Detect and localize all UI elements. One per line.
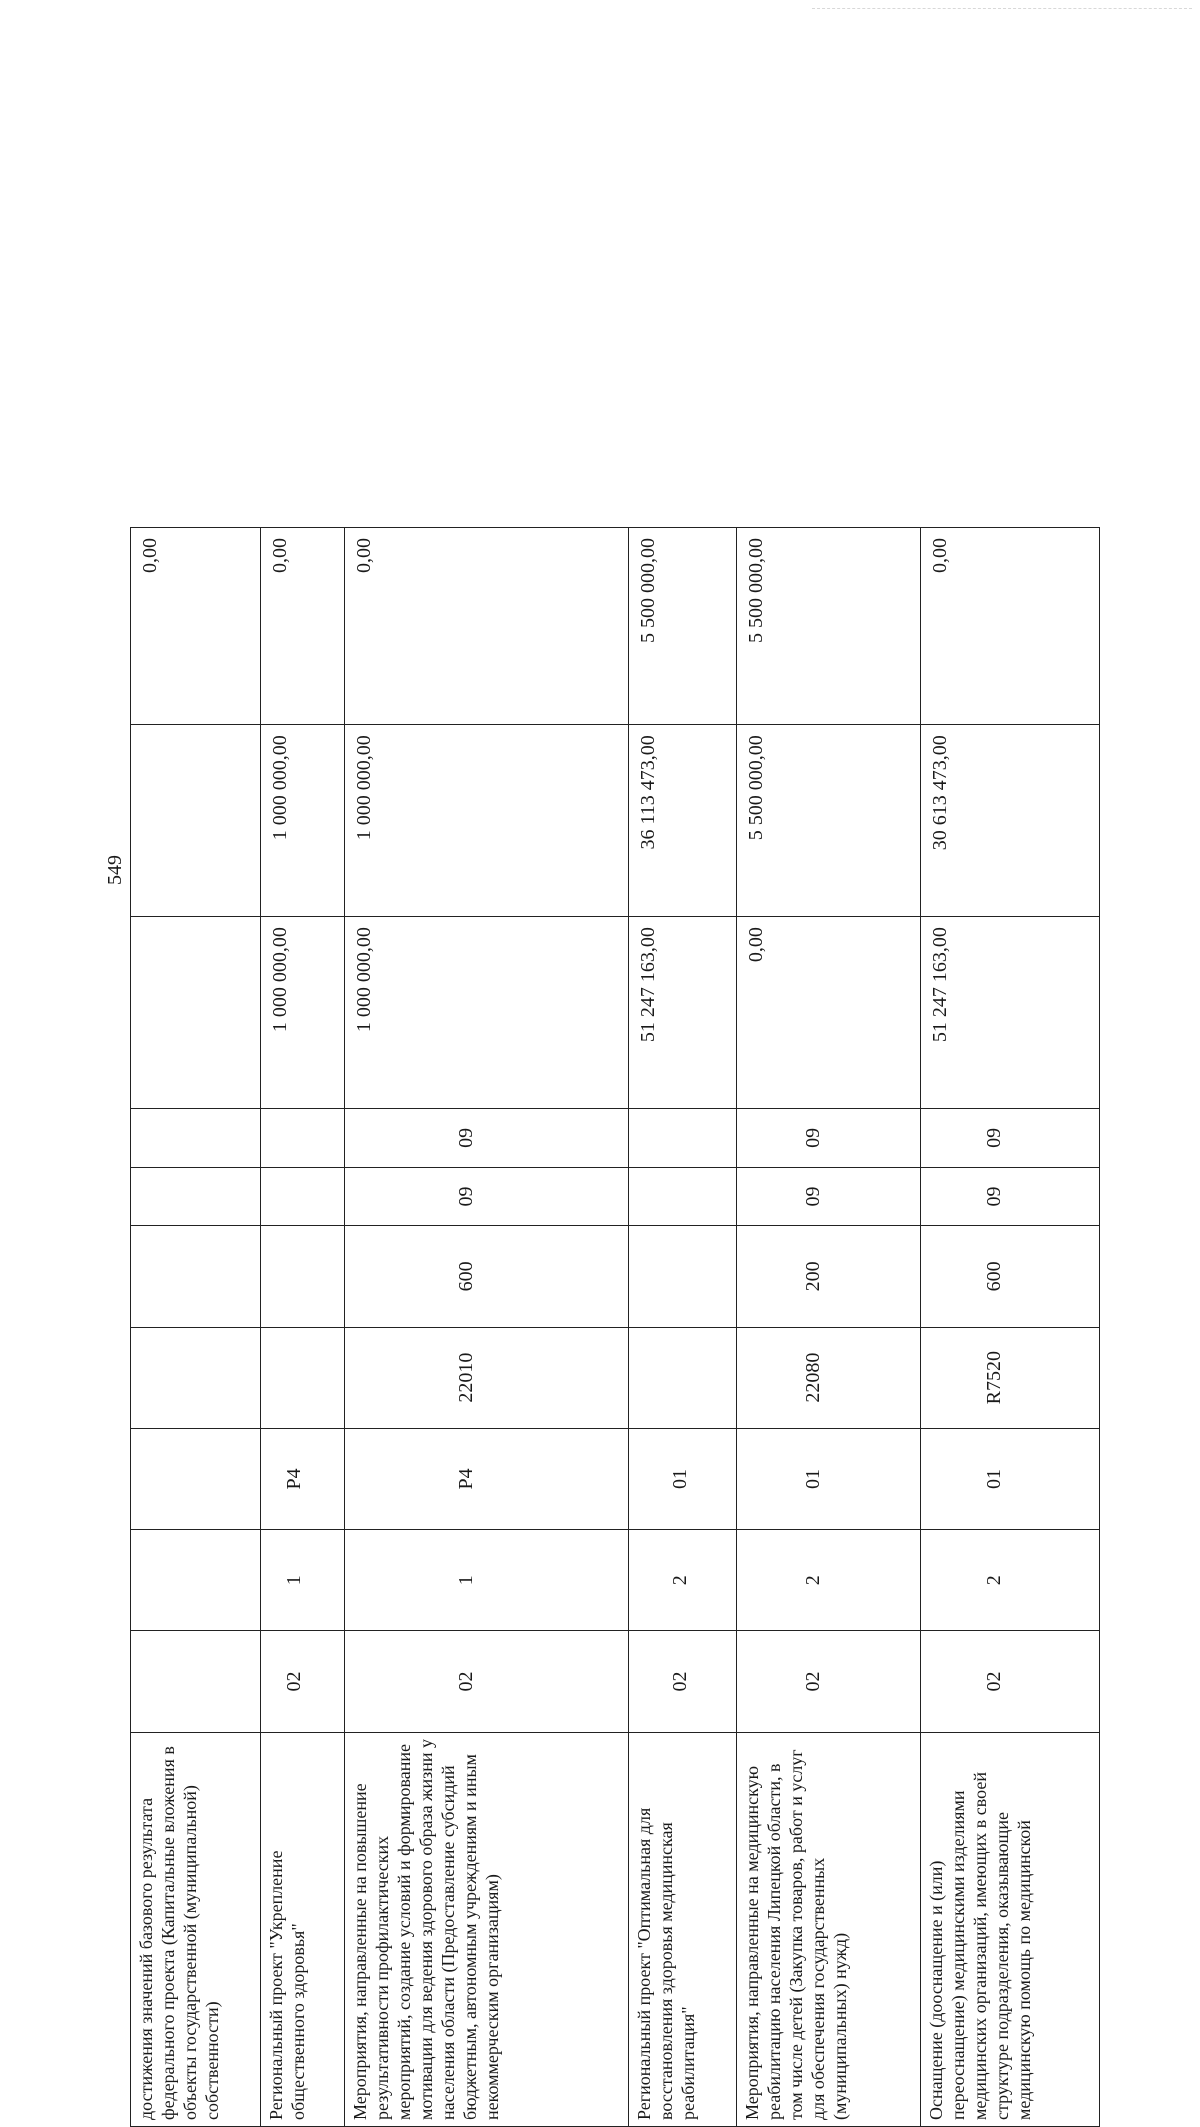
cell-code: 02 bbox=[921, 1631, 1100, 1732]
row-name: Мероприятия, направленные на медицинскую реабилитацию населения Липецкой области, в том числе детей (Закупка товаров, работ и услуг для обеспечения государственных (муниципальных) нужд) bbox=[737, 1732, 921, 2126]
cell-code bbox=[131, 1530, 261, 1631]
cell-code: 09 bbox=[737, 1167, 921, 1226]
cell-amount: 5 500 000,00 bbox=[737, 725, 921, 917]
cell-amount: 5 500 000,00 bbox=[629, 528, 737, 725]
cell-code bbox=[131, 1631, 261, 1732]
table-row bbox=[921, 528, 1100, 2127]
cell-amount: 0,00 bbox=[131, 528, 261, 725]
cell-code bbox=[131, 1327, 261, 1428]
cell-code bbox=[260, 1327, 344, 1428]
cell-code: 09 bbox=[921, 1167, 1100, 1226]
cell-code: 2 bbox=[737, 1530, 921, 1631]
cell-code bbox=[260, 1109, 344, 1168]
budget-table bbox=[130, 527, 1100, 2127]
table-row bbox=[629, 528, 737, 2127]
cell-code bbox=[131, 1428, 261, 1529]
table-row bbox=[345, 528, 629, 2127]
scan-artifact bbox=[812, 8, 1192, 17]
cell-amount: 0,00 bbox=[921, 528, 1100, 725]
cell-amount: 51 247 163,00 bbox=[921, 917, 1100, 1109]
cell-code: 200 bbox=[737, 1226, 921, 1327]
cell-code: 02 bbox=[345, 1631, 629, 1732]
cell-code: 09 bbox=[921, 1109, 1100, 1168]
page-number: 549 bbox=[104, 855, 126, 885]
cell-code: 01 bbox=[921, 1428, 1100, 1529]
row-name: достижения значений базового результата федерального проекта (Капитальные вложения в объекты государственной (муниципальной) собственности) bbox=[131, 1732, 261, 2126]
cell-amount: 0,00 bbox=[260, 528, 344, 725]
cell-amount bbox=[131, 725, 261, 917]
cell-amount bbox=[131, 917, 261, 1109]
cell-code: 2 bbox=[629, 1530, 737, 1631]
cell-code bbox=[260, 1226, 344, 1327]
cell-code: P4 bbox=[260, 1428, 344, 1529]
cell-amount: 1 000 000,00 bbox=[345, 725, 629, 917]
cell-code bbox=[629, 1167, 737, 1226]
cell-amount: 51 247 163,00 bbox=[629, 917, 737, 1109]
cell-amount: 1 000 000,00 bbox=[260, 917, 344, 1109]
cell-code: R7520 bbox=[921, 1327, 1100, 1428]
cell-code: 02 bbox=[629, 1631, 737, 1732]
row-name: Мероприятия, направленные на повышение результативности профилактических мероприятий, создание условий и формирование мотивации для ведения здорового образа жизни у населения области (Предоставление субсидий бюджетным, автономным учреждениям и иным некоммерческим организациям) bbox=[345, 1732, 629, 2126]
cell-code: 600 bbox=[921, 1226, 1100, 1327]
cell-amount: 5 500 000,00 bbox=[737, 528, 921, 725]
cell-code bbox=[629, 1109, 737, 1168]
cell-code: 09 bbox=[345, 1109, 629, 1168]
cell-code bbox=[131, 1226, 261, 1327]
cell-code: 1 bbox=[345, 1530, 629, 1631]
cell-amount: 0,00 bbox=[345, 528, 629, 725]
cell-code bbox=[629, 1226, 737, 1327]
table-row bbox=[260, 528, 344, 2127]
row-name: Региональный проект "Оптимальная для восстановления здоровья медицинская реабилитация" bbox=[629, 1732, 737, 2126]
cell-amount: 36 113 473,00 bbox=[629, 725, 737, 917]
cell-code: 02 bbox=[260, 1631, 344, 1732]
cell-code: 01 bbox=[629, 1428, 737, 1529]
cell-code: 02 bbox=[737, 1631, 921, 1732]
cell-amount: 1 000 000,00 bbox=[260, 725, 344, 917]
cell-code: 09 bbox=[737, 1109, 921, 1168]
cell-code: 2 bbox=[921, 1530, 1100, 1631]
cell-code: 22010 bbox=[345, 1327, 629, 1428]
cell-code: 09 bbox=[345, 1167, 629, 1226]
table-row bbox=[131, 528, 261, 2127]
cell-amount: 1 000 000,00 bbox=[345, 917, 629, 1109]
cell-code: P4 bbox=[345, 1428, 629, 1529]
cell-code bbox=[131, 1109, 261, 1168]
cell-code bbox=[629, 1327, 737, 1428]
cell-code bbox=[131, 1167, 261, 1226]
cell-code bbox=[260, 1167, 344, 1226]
cell-amount: 0,00 bbox=[737, 917, 921, 1109]
row-name: Региональный проект "Укрепление общественного здоровья" bbox=[260, 1732, 344, 2126]
budget-table-rotated bbox=[130, 527, 1100, 2127]
cell-code: 1 bbox=[260, 1530, 344, 1631]
row-name: Оснащение (дооснащение и (или) переоснащение) медицинскими изделиями медицинских организаций, имеющих в своей структуре подразделения, оказывающие медицинскую помощь по медицинской bbox=[921, 1732, 1100, 2126]
cell-code: 600 bbox=[345, 1226, 629, 1327]
cell-code: 01 bbox=[737, 1428, 921, 1529]
cell-amount: 30 613 473,00 bbox=[921, 725, 1100, 917]
cell-code: 22080 bbox=[737, 1327, 921, 1428]
table-row bbox=[737, 528, 921, 2127]
